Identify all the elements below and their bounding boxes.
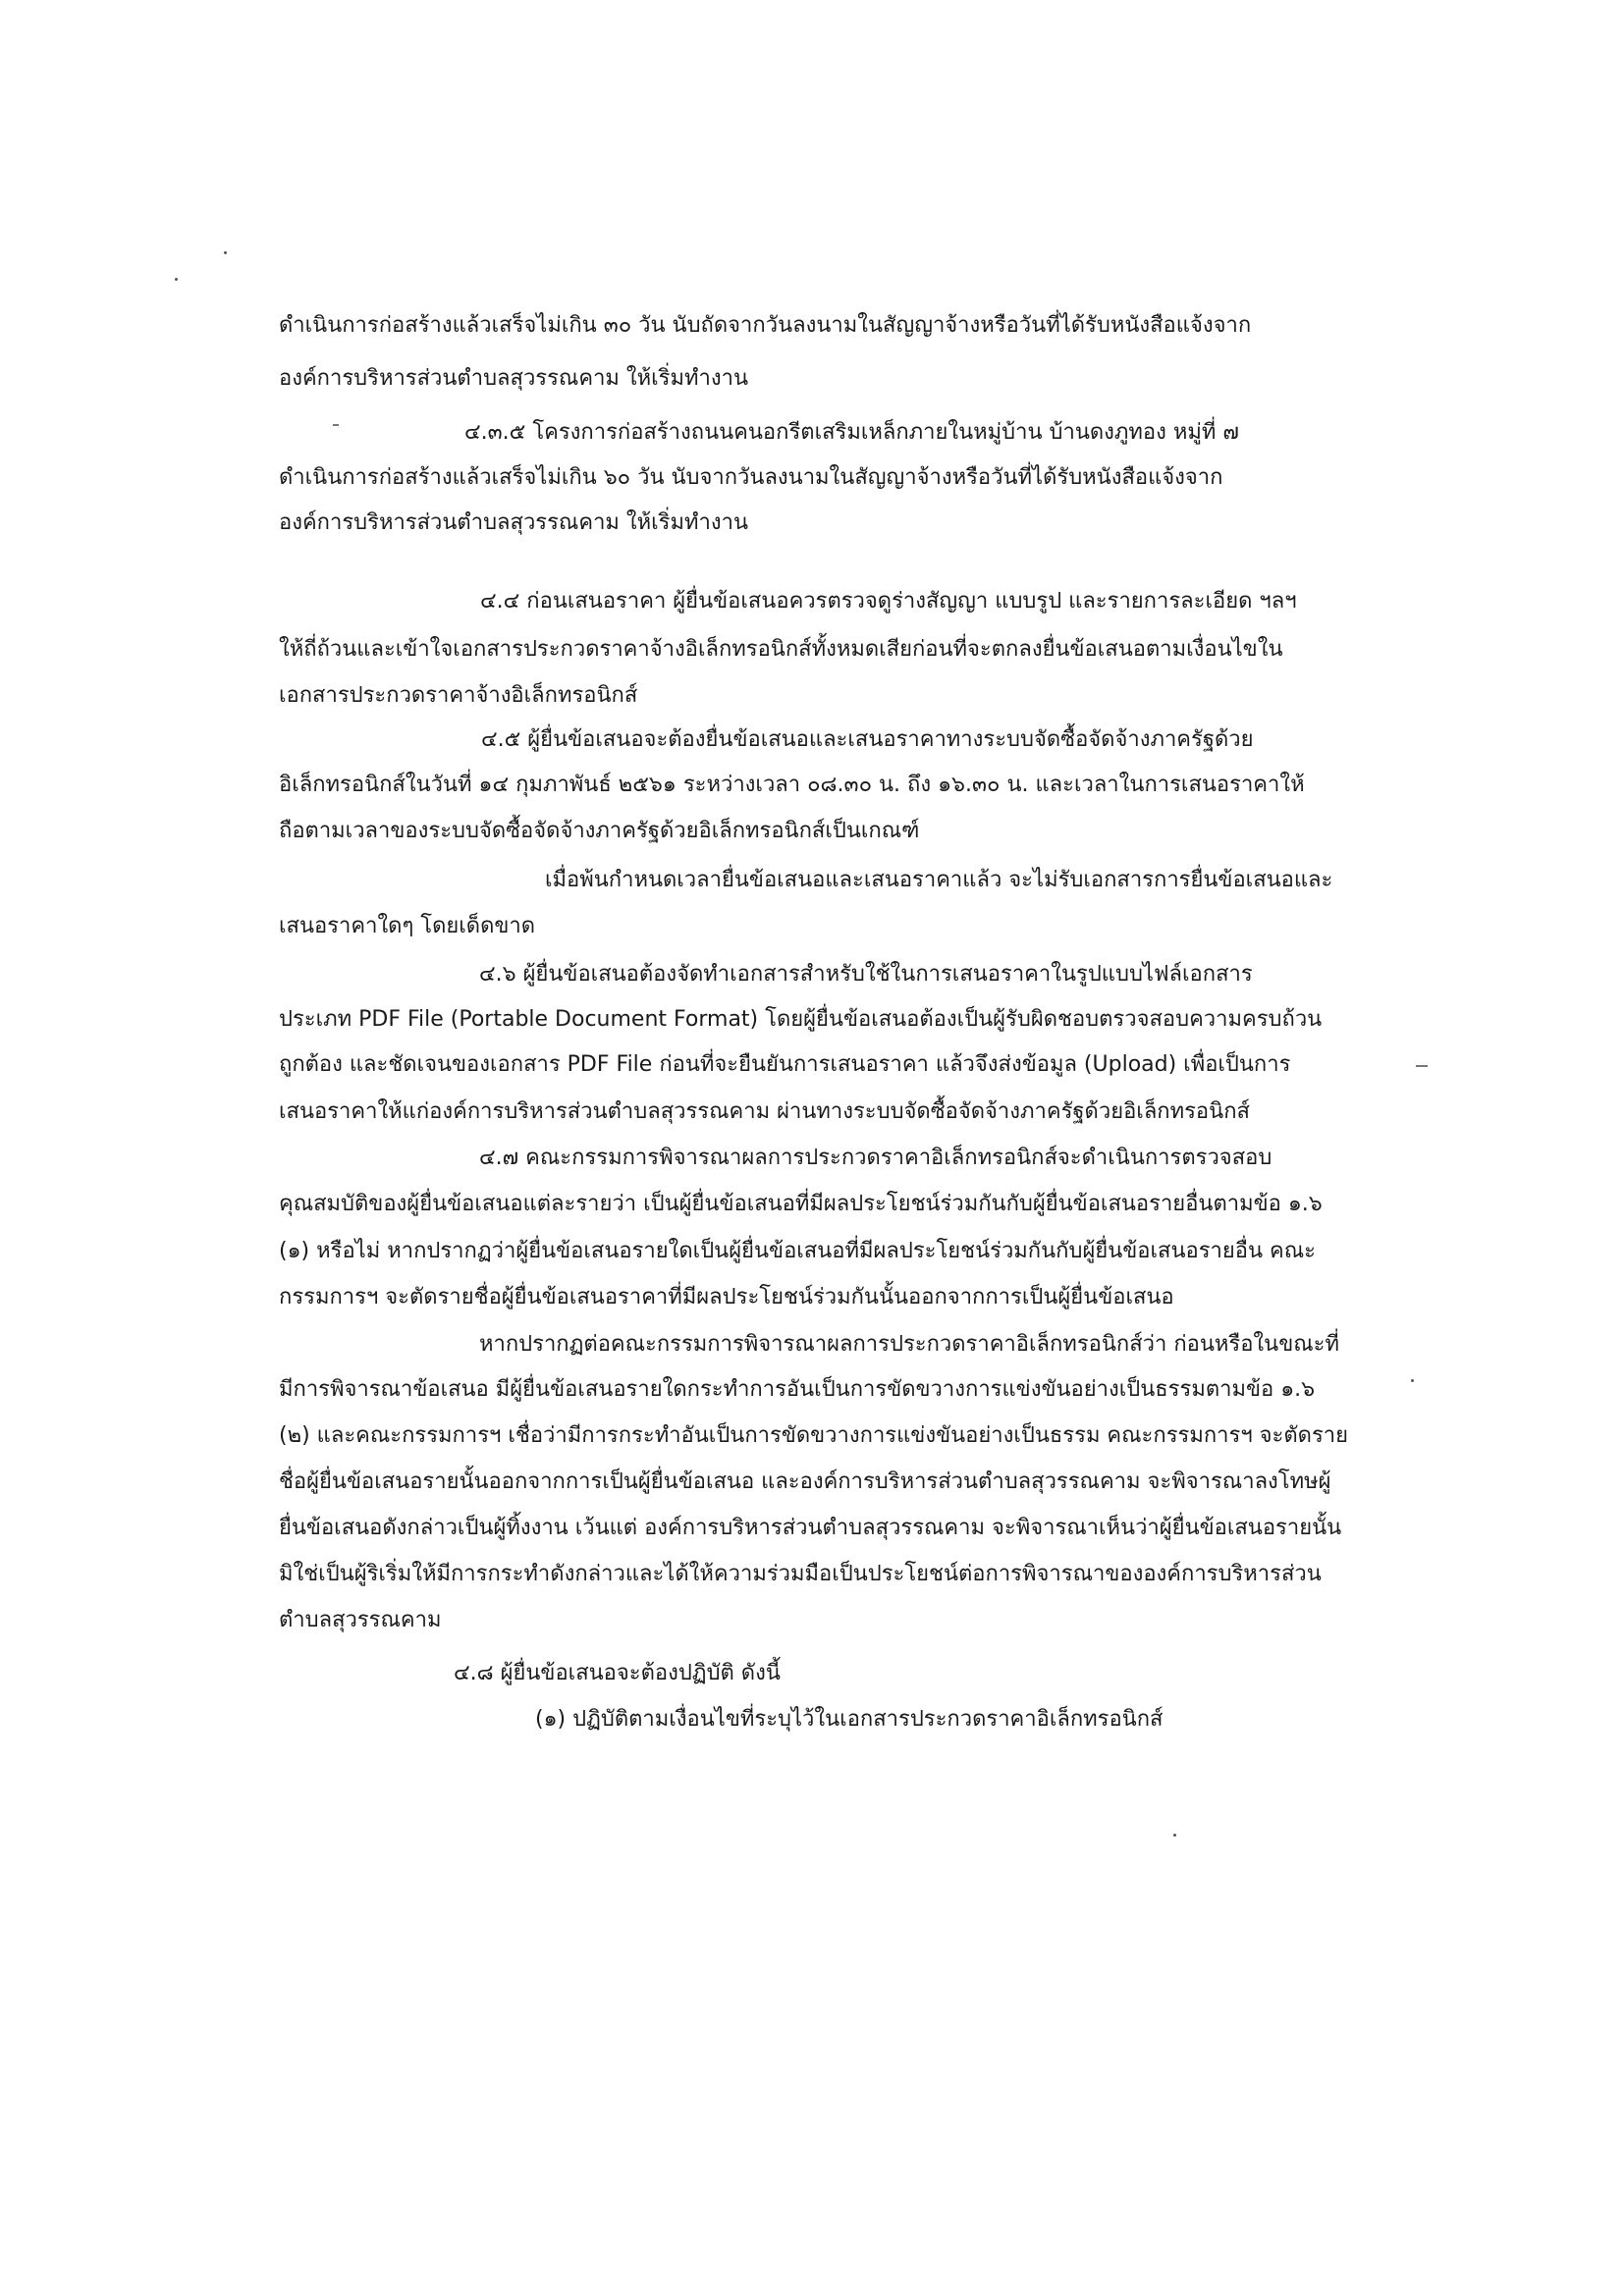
text-line (481, 725, 1254, 755)
scan-speck (224, 251, 227, 254)
line-text: องค์การบริหารส่วนตำบลสุวรรณคาม ให้เริ่มทำงาน (279, 366, 748, 391)
text-line (454, 1659, 781, 1688)
line-text: เสนอราคาให้แก่องค์การบริหารส่วนตำบลสุวรรณคาม ผ่านทางระบบจัดซื้อจัดจ้างภาครัฐด้วยอิเล็กทรอนิกส์ (279, 1099, 1250, 1124)
line-text: หากปรากฏต่อคณะกรรมการพิจารณาผลการประกวดราคาอิเล็กทรอนิกส์ว่า ก่อนหรือในขณะที่ (479, 1332, 1339, 1357)
scan-speck (1173, 1834, 1176, 1837)
text-line (279, 1606, 441, 1635)
line-text: ดำเนินการก่อสร้างแล้วเสร็จไม่เกิน ๓๐ วัน นับถัดจากวันลงนามในสัญญาจ้างหรือวันที่ได้รับหนังสือแจ้งจาก (279, 313, 1252, 338)
text-line (279, 681, 637, 711)
text-line (279, 1237, 1316, 1266)
text-line (279, 635, 1283, 665)
text-line (535, 1705, 1163, 1735)
text-line (279, 1005, 1322, 1035)
line-text: ให้ถี่ถ้วนและเข้าใจเอกสารประกวดราคาจ้างอิเล็กทรอนิกส์ทั้งหมดเสียก่อนที่จะตกลงยื่นข้อเสนอตามเงื่อนไขใน (279, 637, 1283, 662)
text-line (464, 418, 1239, 448)
text-line (279, 1283, 1174, 1312)
line-text: อิเล็กทรอนิกส์ในวันที่ ๑๔ กุมภาพันธ์ ๒๕๖๑ ระหว่างเวลา ๐๘.๓๐ น. ถึง ๑๖.๓๐ น. และเวลาในการเสนอราคาให้ (279, 773, 1305, 797)
line-text: ๔.๘ ผู้ยื่นข้อเสนอจะต้องปฏิบัติ ดังนี้ (454, 1661, 781, 1685)
line-text: (๒) และคณะกรรมการฯ เชื่อว่ามีการกระทำอันเป็นการขัดขวางการแข่งขันอย่างเป็นธรรม คณะกรรมการฯ จะตัดราย (279, 1423, 1349, 1448)
text-line (279, 1560, 1322, 1589)
text-line (279, 364, 748, 394)
line-text: เอกสารประกวดราคาจ้างอิเล็กทรอนิกส์ (279, 683, 638, 708)
line-text: ๔.๖ ผู้ยื่นข้อเสนอต้องจัดทำเอกสารสำหรับใช้ในการเสนอราคาในรูปแบบไฟล์เอกสาร (479, 962, 1253, 987)
line-text: ๔.๓.๕ โครงการก่อสร้างถนนคนอกรีตเสริมเหล็กภายในหมู่บ้าน บ้านดงภูทอง หมู่ที่ ๗ (464, 420, 1239, 445)
text-line (480, 587, 1297, 616)
text-line (279, 817, 919, 846)
scan-mark (333, 424, 339, 426)
line-text: ถูกต้อง และชัดเจนของเอกสาร PDF File ก่อนที่จะยืนยันการเสนอราคา แล้วจึงส่งข้อมูล (Upload) เพื่อเป็นการ (279, 1052, 1291, 1077)
text-line (279, 912, 535, 941)
line-text: ตำบลสุวรรณคาม (279, 1608, 442, 1632)
line-text: ๔.๗ คณะกรรมการพิจารณาผลการประกวดราคาอิเล็กทรอนิกส์จะดำเนินการตรวจสอบ (479, 1146, 1272, 1170)
text-line (279, 771, 1305, 800)
text-line (479, 1330, 1339, 1360)
line-text: ชื่อผู้ยื่นข้อเสนอรายนั้นออกจากการเป็นผู้ยื่นข้อเสนอ และองค์การบริหารส่วนตำบลสุวรรณคาม จะพิจารณาลงโทษผู้ (279, 1469, 1331, 1494)
line-text: ประเภท PDF File (Portable Document Format) โดยผู้ยื่นข้อเสนอต้องเป็นผู้รับผิดชอบตรวจสอบความครบถ้วน (279, 1007, 1323, 1032)
text-line (279, 1375, 1315, 1405)
line-text: องค์การบริหารส่วนตำบลสุวรรณคาม ให้เริ่มทำงาน (279, 510, 748, 535)
text-line (279, 1421, 1348, 1451)
scan-mark (1416, 1065, 1428, 1067)
scan-speck (1411, 1379, 1414, 1382)
text-line (279, 463, 1222, 493)
line-text: ถือตามเวลาของระบบจัดซื้อจัดจ้างภาครัฐด้วยอิเล็กทรอนิกส์เป็นเกณฑ์ (279, 819, 920, 843)
text-line (279, 1050, 1290, 1080)
line-text: เสนอราคาใดๆ โดยเด็ดขาด (279, 914, 536, 938)
line-text: ๔.๔ ก่อนเสนอราคา ผู้ยื่นข้อเสนอควรตรวจดูร่างสัญญา แบบรูป และรายการละเอียด ฯลฯ (480, 589, 1297, 614)
line-text: เมื่อพ้นกำหนดเวลายื่นข้อเสนอและเสนอราคาแล้ว จะไม่รับเอกสารการยื่นข้อเสนอและ (545, 868, 1333, 892)
line-text: กรรมการฯ จะตัดรายชื่อผู้ยื่นข้อเสนอราคาที่มีผลประโยชน์ร่วมกันนั้นออกจากการเป็นผู้ยื่นข้อเสนอ (279, 1285, 1174, 1309)
line-text: มีการพิจารณาข้อเสนอ มีผู้ยื่นข้อเสนอรายใดกระทำการอันเป็นการขัดขวางการแข่งขันอย่างเป็นธรรมตามข้อ ๑.๖ (279, 1377, 1316, 1402)
line-text: ๔.๕ ผู้ยื่นข้อเสนอจะต้องยื่นข้อเสนอและเสนอราคาทางระบบจัดซื้อจัดจ้างภาครัฐด้วย (481, 727, 1254, 752)
text-line (545, 866, 1332, 895)
text-line (279, 1097, 1250, 1127)
scan-speck (175, 278, 178, 281)
line-text: (๑) ปฏิบัติตามเงื่อนไขที่ระบุไว้ในเอกสารประกวดราคาอิเล็กทรอนิกส์ (535, 1707, 1164, 1732)
line-text: ดำเนินการก่อสร้างแล้วเสร็จไม่เกิน ๖๐ วัน นับจากวันลงนามในสัญญาจ้างหรือวันที่ได้รับหนังสือแจ้งจาก (279, 465, 1223, 490)
line-text: (๑) หรือไม่ หากปรากฏว่าผู้ยื่นข้อเสนอรายใดเป็นผู้ยื่นข้อเสนอที่มีผลประโยชน์ร่วมกันกับผู้ยื่นข้อเสนอรายอื่น คณะ (279, 1239, 1316, 1263)
line-text: มิใช่เป็นผู้ริเริ่มให้มีการกระทำดังกล่าวและได้ให้ความร่วมมือเป็นประโยชน์ต่อการพิจารณาขององค์การบริหารส่วน (279, 1562, 1322, 1586)
text-line (279, 508, 748, 538)
text-line (279, 311, 1251, 341)
text-line (479, 1144, 1272, 1173)
text-line (479, 960, 1253, 989)
line-text: ยื่นข้อเสนอดังกล่าวเป็นผู้ทิ้งงาน เว้นแต่ องค์การบริหารส่วนตำบลสุวรรณคาม จะพิจารณาเห็นว่าผู้ยื่นข้อเสนอรายนั้น (279, 1516, 1342, 1540)
text-line (279, 1514, 1341, 1543)
text-line (279, 1468, 1331, 1497)
line-text: คุณสมบัติของผู้ยื่นข้อเสนอแต่ละรายว่า เป็นผู้ยื่นข้อเสนอที่มีผลประโยชน์ร่วมกันกับผู้ยื่นข้อเสนอรายอื่นตามข้อ ๑.๖ (279, 1192, 1323, 1216)
text-line (279, 1190, 1323, 1219)
